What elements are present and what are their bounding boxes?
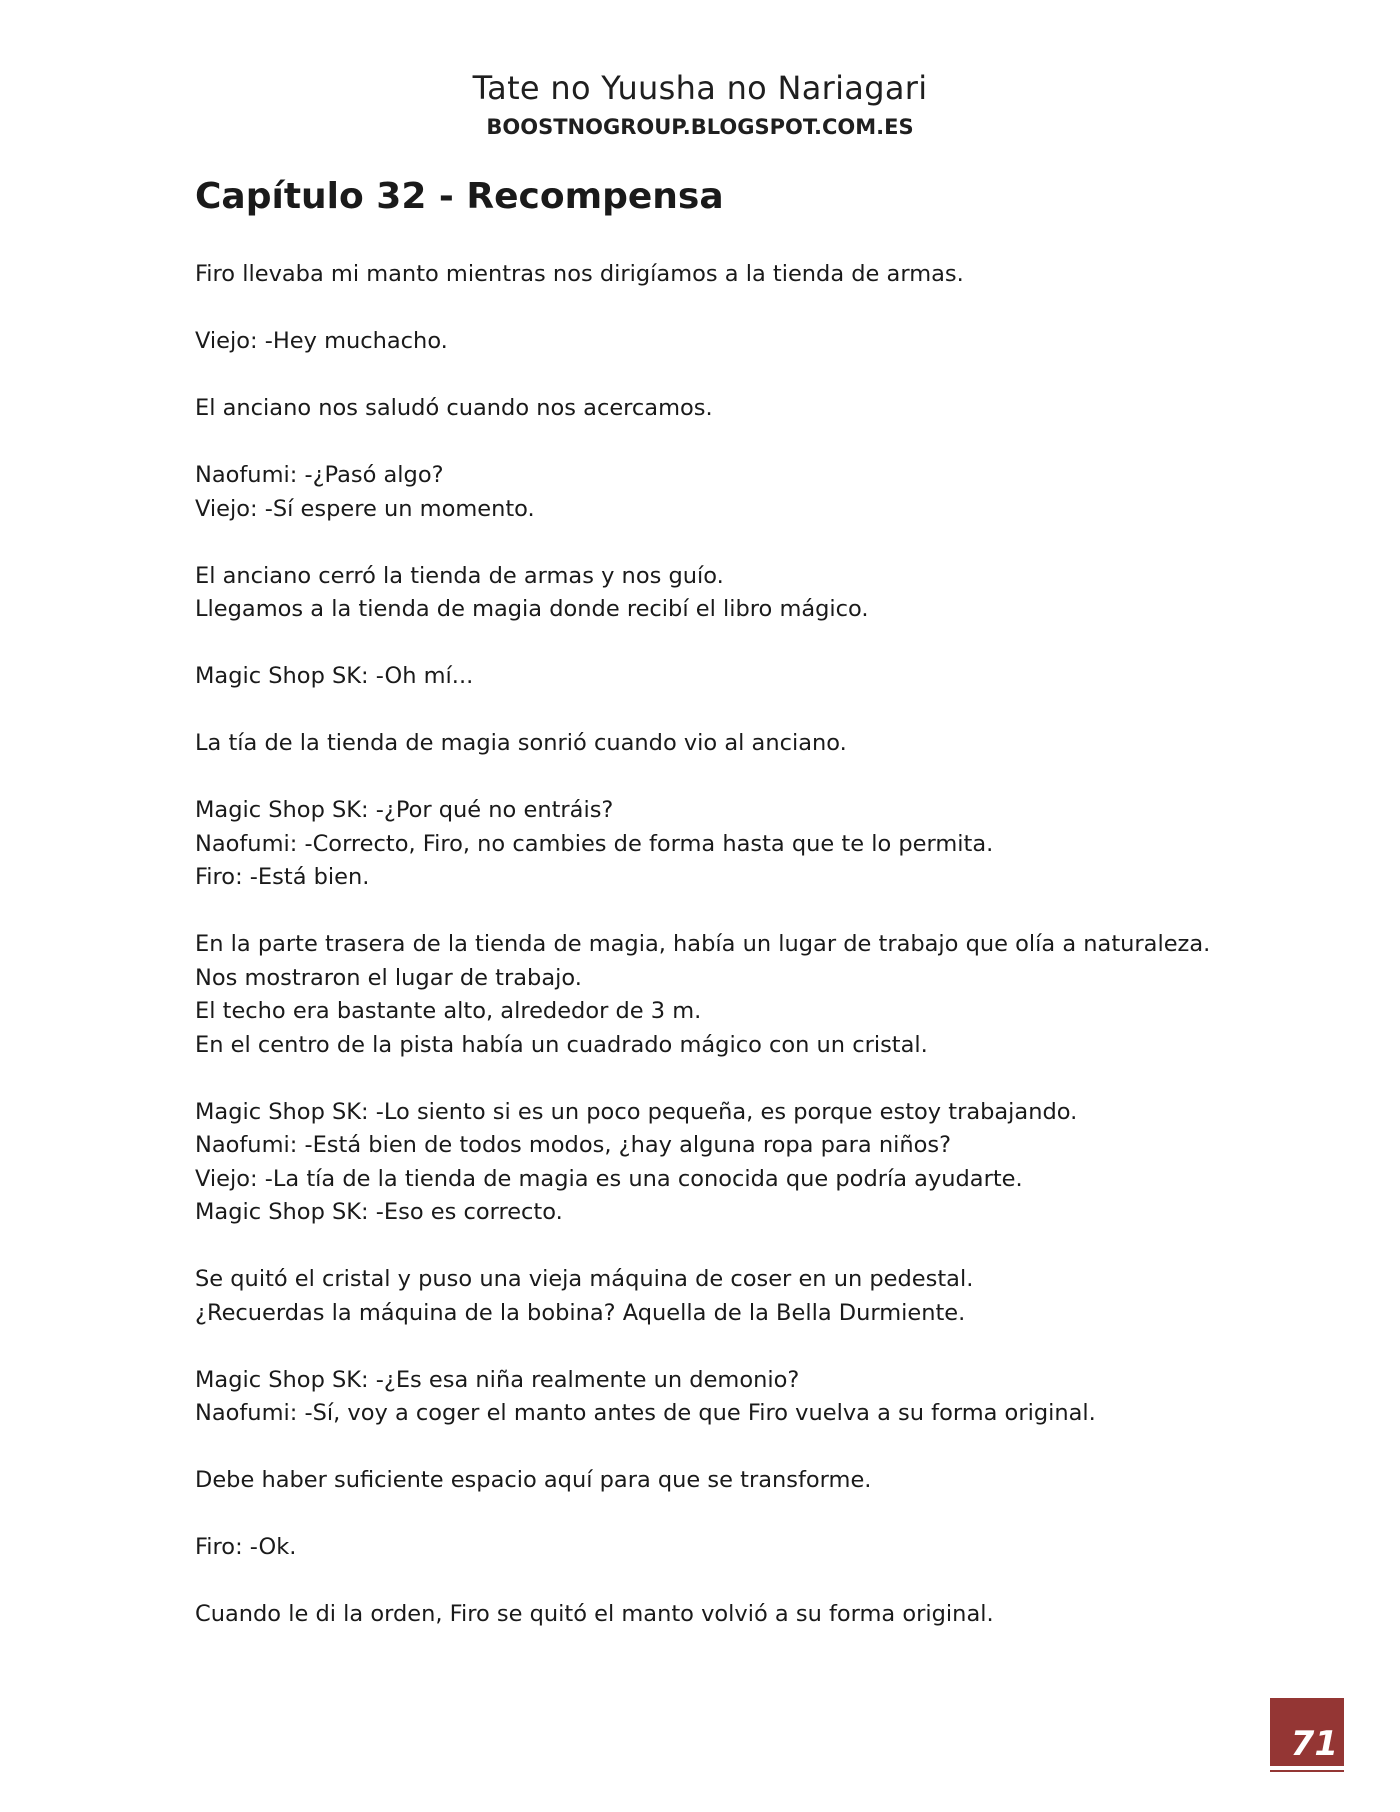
- text-line: El anciano cerró la tienda de armas y nos guío.: [195, 562, 724, 589]
- text-line: Magic Shop SK: -¿Es esa niña realmente un demonio?: [195, 1366, 800, 1393]
- paragraph: [195, 1464, 1215, 1498]
- text-line: Magic Shop SK: -Oh mí...: [195, 663, 474, 689]
- paragraph: [195, 928, 1215, 1062]
- paragraph: [195, 1531, 1215, 1565]
- text-line: Firo: -Está bien.: [195, 864, 370, 890]
- text-line: Nos mostraron el lugar de trabajo.: [195, 964, 582, 991]
- series-title: Tate no Yuusha no Nariagari: [472, 69, 928, 107]
- page-header: [0, 66, 1400, 142]
- chapter-body: [195, 258, 1215, 1665]
- paragraph: [195, 560, 1215, 627]
- site-url: BOOSTNOGROUP.BLOGSPOT.COM.ES: [486, 115, 914, 139]
- paragraph: [195, 1364, 1215, 1431]
- paragraph: [195, 392, 1215, 426]
- text-line: Se quitó el cristal y puso una vieja máquina de coser en un pedestal.: [195, 1266, 974, 1292]
- paragraph: [195, 1598, 1215, 1632]
- paragraph: [195, 1096, 1215, 1230]
- paragraph: [195, 258, 1215, 292]
- page-number-badge: [1270, 1698, 1344, 1766]
- text-line: Viejo: -Hey muchacho.: [195, 328, 448, 354]
- paragraph: [195, 660, 1215, 694]
- text-line: Naofumi: -Correcto, Firo, no cambies de forma hasta que te lo permita.: [195, 830, 994, 857]
- text-line: El techo era bastante alto, alrededor de 3 m.: [195, 998, 702, 1024]
- chapter-title: Capítulo 32 - Recompensa: [195, 176, 724, 217]
- page-number-underline: [1270, 1770, 1344, 1772]
- text-line: Naofumi: -¿Pasó algo?: [195, 462, 444, 488]
- text-line: En la parte trasera de la tienda de magia, había un lugar de trabajo que olía a naturaleza.: [195, 931, 1211, 957]
- text-line: Firo: -Ok.: [195, 1534, 297, 1560]
- text-line: Viejo: -La tía de la tienda de magia es una conocida que podría ayudarte.: [195, 1165, 1023, 1192]
- text-line: Llegamos a la tienda de magia donde recibí el libro mágico.: [195, 596, 869, 622]
- paragraph: [195, 794, 1215, 895]
- page-number: 71: [1290, 1724, 1338, 1764]
- text-line: Viejo: -Sí espere un momento.: [195, 495, 535, 522]
- text-line: Magic Shop SK: -¿Por qué no entráis?: [195, 797, 614, 823]
- text-line: En el centro de la pista había un cuadrado mágico con un cristal.: [195, 1031, 928, 1058]
- text-line: Debe haber suficiente espacio aquí para que se transforme.: [195, 1467, 872, 1493]
- text-line: Firo llevaba mi manto mientras nos dirigíamos a la tienda de armas.: [195, 261, 964, 287]
- text-line: Naofumi: -Está bien de todos modos, ¿hay alguna ropa para niños?: [195, 1132, 952, 1158]
- text-line: Naofumi: -Sí, voy a coger el manto antes de que Firo vuelva a su forma original.: [195, 1400, 1096, 1426]
- paragraph: [195, 459, 1215, 526]
- paragraph: [195, 325, 1215, 359]
- text-line: La tía de la tienda de magia sonrió cuando vio al anciano.: [195, 730, 847, 756]
- text-line: ¿Recuerdas la máquina de la bobina? Aquella de la Bella Durmiente.: [195, 1299, 966, 1326]
- text-line: Magic Shop SK: -Lo siento si es un poco pequeña, es porque estoy trabajando.: [195, 1098, 1078, 1125]
- text-line: Cuando le di la orden, Firo se quitó el manto volvió a su forma original.: [195, 1601, 994, 1627]
- paragraph: [195, 727, 1215, 761]
- paragraph: [195, 1263, 1215, 1330]
- text-line: Magic Shop SK: -Eso es correcto.: [195, 1199, 563, 1225]
- text-line: El anciano nos saludó cuando nos acercamos.: [195, 395, 713, 421]
